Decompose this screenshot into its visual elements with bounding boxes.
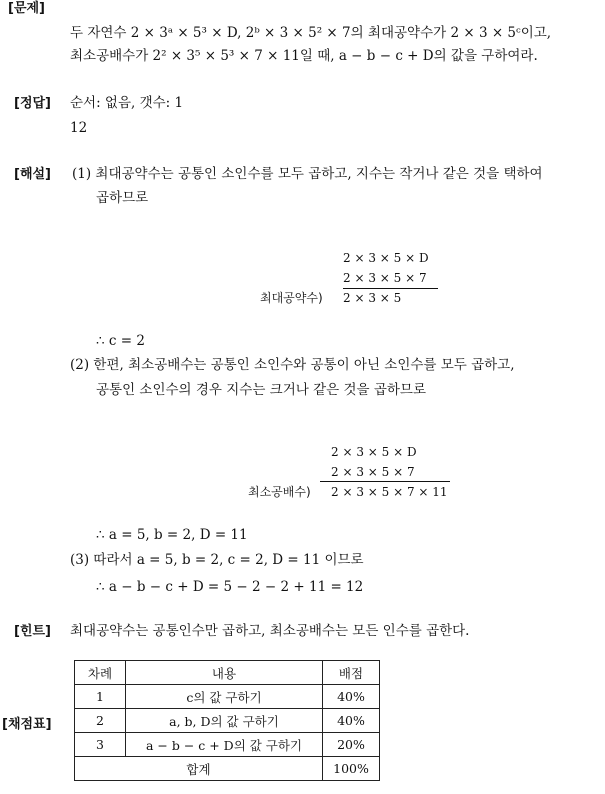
problem-line-2: 최소공배수가 2² × 3⁵ × 5³ × 7 × 11일 때, a − b − c + D의 값을 구하여라. <box>70 48 538 64</box>
step2-result: ∴ a = 5, b = 2, D = 11 <box>96 527 248 543</box>
answer-line-1: 순서: 없음, 갯수: 1 <box>70 95 184 111</box>
answer-value: 12 <box>70 120 88 136</box>
lcm-label: 최소공배수) <box>248 485 311 499</box>
step3-line-2: ∴ a − b − c + D = 5 − 2 − 2 + 11 = 12 <box>96 579 364 595</box>
gcd-label: 최대공약수) <box>260 291 323 305</box>
table-row <box>75 709 380 733</box>
row-content: a − b − c + D의 값 구하기 <box>126 733 323 757</box>
row-no: 1 <box>75 685 126 709</box>
scoring-label: [채점표] <box>2 717 52 732</box>
total-label: 합계 <box>75 757 323 781</box>
step1-result: ∴ c = 2 <box>96 333 145 349</box>
header-no: 차례 <box>75 661 126 685</box>
gcd-row-1: 2 × 3 × 5 × D <box>343 251 429 265</box>
lcm-division-line <box>320 481 450 482</box>
gcd-division-line <box>343 288 438 289</box>
row-no: 2 <box>75 709 126 733</box>
header-content: 내용 <box>126 661 323 685</box>
total-row <box>75 757 380 781</box>
step1-line-2: 곱하므로 <box>96 190 149 206</box>
lcm-row-1: 2 × 3 × 5 × D <box>331 445 417 459</box>
solution-label: [해설] <box>14 167 51 182</box>
problem-label: [문제] <box>8 1 45 16</box>
total-score: 100% <box>323 757 380 781</box>
step2-line-2: 공통인 소인수의 경우 지수는 크거나 같은 것을 곱하므로 <box>96 382 426 398</box>
row-no: 3 <box>75 733 126 757</box>
row-score: 20% <box>323 733 380 757</box>
scoring-table <box>74 660 380 781</box>
row-score: 40% <box>323 709 380 733</box>
problem-line-1: 두 자연수 2 × 3ᵃ × 5³ × D, 2ᵇ × 3 × 5² × 7의 최대공약수가 2 × 3 × 5ᶜ이고, <box>70 25 552 41</box>
table-row <box>75 733 380 757</box>
scoring-header-row <box>75 661 380 685</box>
lcm-row-2: 2 × 3 × 5 × 7 <box>331 465 415 479</box>
step2-line-1: (2) 한편, 최소공배수는 공통인 소인수와 공통이 아닌 소인수를 모두 곱하고, <box>70 357 515 373</box>
row-content: c의 값 구하기 <box>126 685 323 709</box>
gcd-row-2: 2 × 3 × 5 × 7 <box>343 271 427 285</box>
hint-text: 최대공약수는 공통인수만 곱하고, 최소공배수는 모든 인수를 곱한다. <box>70 623 470 639</box>
gcd-row-3: 2 × 3 × 5 <box>343 291 402 305</box>
row-content: a, b, D의 값 구하기 <box>126 709 323 733</box>
lcm-row-3: 2 × 3 × 5 × 7 × 11 <box>331 485 448 499</box>
row-score: 40% <box>323 685 380 709</box>
table-row <box>75 685 380 709</box>
step3-line-1: (3) 따라서 a = 5, b = 2, c = 2, D = 11 이므로 <box>70 552 364 568</box>
answer-label: [정답] <box>14 96 51 111</box>
hint-label: [힌트] <box>14 624 51 639</box>
step1-line-1: (1) 최대공약수는 공통인 소인수를 모두 곱하고, 지수는 작거나 같은 것을 택하여 <box>72 166 543 182</box>
header-score: 배점 <box>323 661 380 685</box>
